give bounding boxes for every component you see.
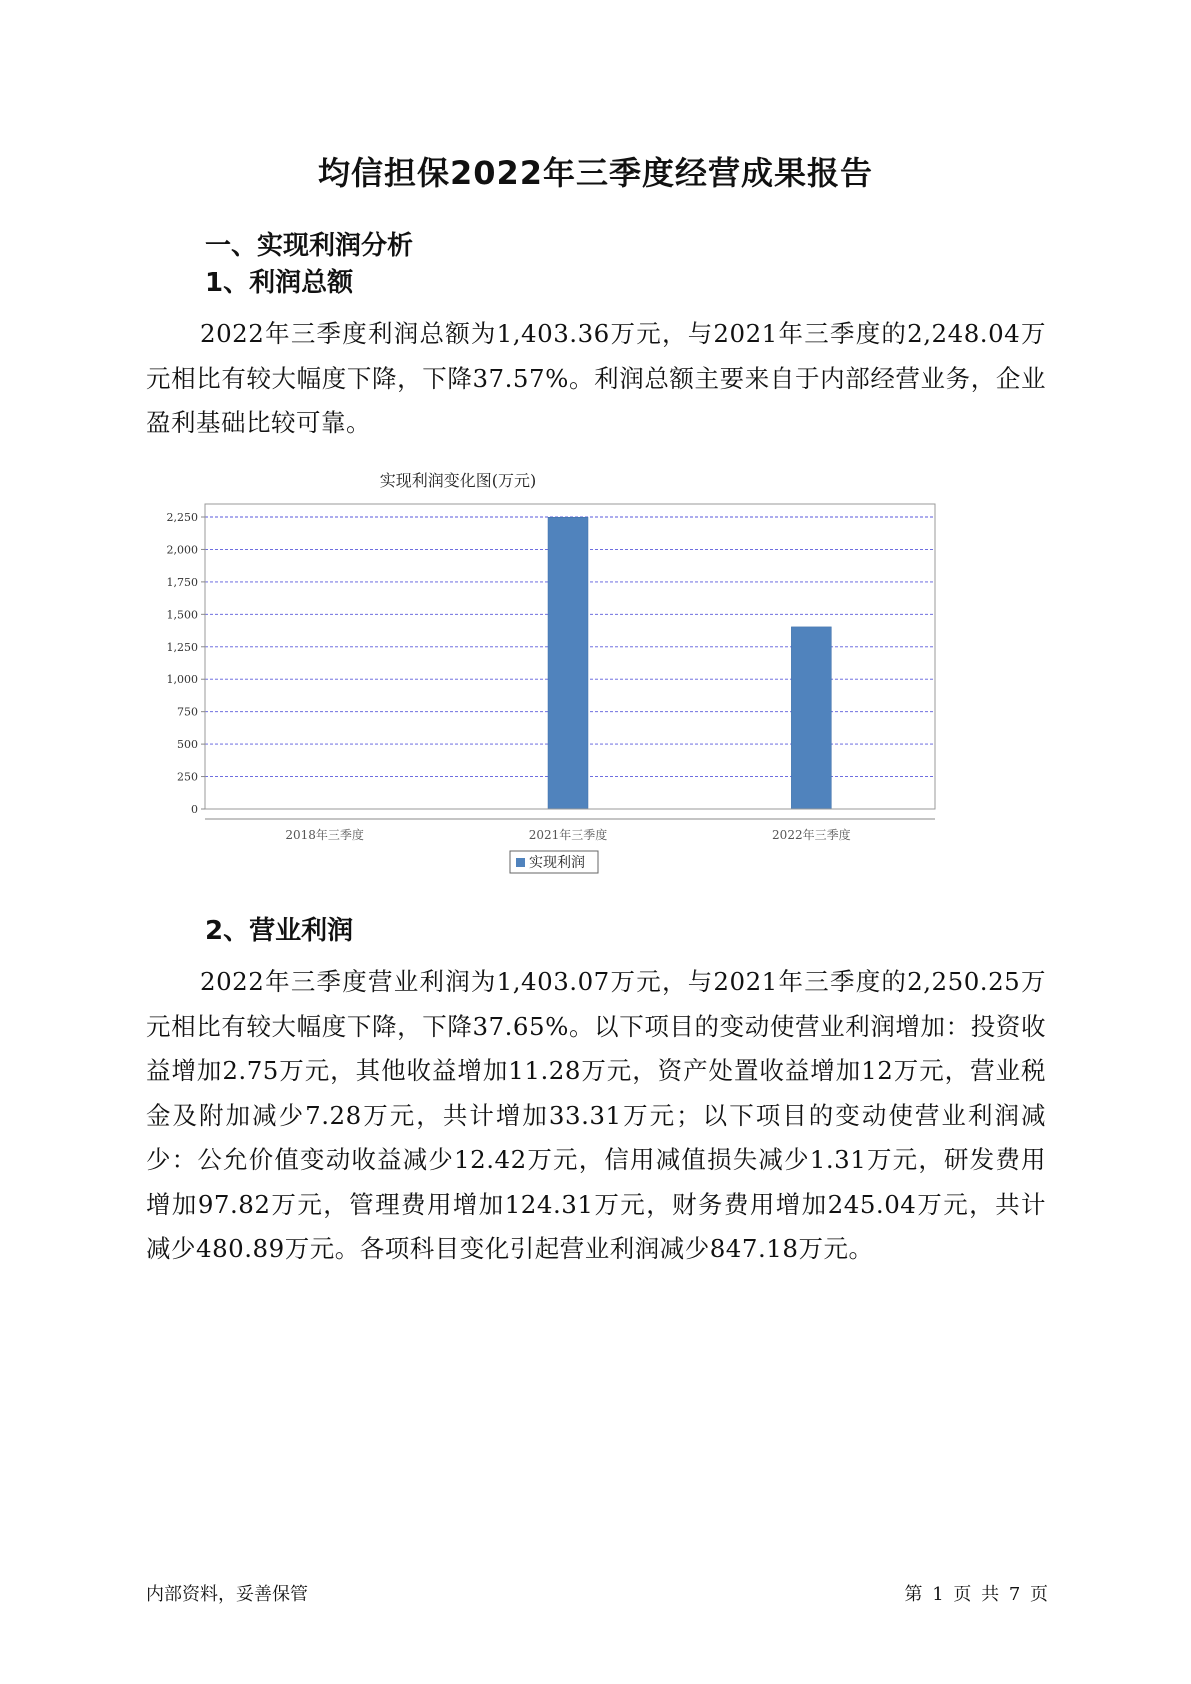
y-tick-label: 500 <box>177 738 198 752</box>
y-tick-label: 2,250 <box>166 511 198 524</box>
x-axis-ticks <box>205 819 935 842</box>
footer-confidential-note: 内部资料，妥善保管 <box>146 1584 308 1605</box>
subsection-heading-operating-profit: 2、营业利润 <box>205 916 354 946</box>
y-tick-label: 0 <box>191 803 198 816</box>
y-tick-label: 1,750 <box>166 575 198 589</box>
page-title: 均信担保2022年三季度经营成果报告 <box>317 154 874 192</box>
section-heading-profit-analysis: 一、实现利润分析 <box>205 231 414 261</box>
legend-swatch <box>516 858 525 867</box>
subsection-heading-total-profit: 1、利润总额 <box>205 268 354 298</box>
y-tick-label: 750 <box>177 705 198 719</box>
bar <box>791 627 831 809</box>
profit-bar-chart <box>160 466 1020 956</box>
y-tick-label: 250 <box>177 770 198 784</box>
x-tick-label: 2018年三季度 <box>285 828 364 842</box>
paragraph-operating-profit: 2022年三季度营业利润为1,403.07万元，与2021年三季度的2,250.25万元相比有较大幅度下降，下降37.65%。以下项目的变动使营业利润增加：投资收益增加2.75万元，其他收益增加11.28万元，资产处置收益增加12万元，营业税金及附加减少7.28万元，共计增加33.31万元；以下项目的变动使营业利润减少：公允价值变动收益减少12.42万元，信用减值损失减少1.31万元，研发费用增加97.82万元，管理费用增加124.31万元，财务费用增加245.04万元，共计减少480.89万元。各项科目变化引起营业利润减少847.18万元。 <box>146 967 1046 1263</box>
x-tick-label: 2021年三季度 <box>528 828 608 842</box>
y-tick-label: 2,000 <box>166 543 198 557</box>
paragraph-total-profit: 2022年三季度利润总额为1,403.36万元，与2021年三季度的2,248.04万元相比有较大幅度下降，下降37.57%。利润总额主要来自于内部经营业务，企业盈利基础比较可靠。 <box>146 319 1046 437</box>
y-tick-label: 1,000 <box>166 673 198 687</box>
bar <box>548 517 588 809</box>
legend-label: 实现利润 <box>529 855 585 871</box>
chart-title: 实现利润变化图(万元) <box>379 471 537 490</box>
y-axis-ticks <box>167 511 206 816</box>
chart-svg <box>160 466 1020 956</box>
chart-bars <box>548 517 831 809</box>
x-tick-label: 2022年三季度 <box>772 828 851 842</box>
footer-page-number: 第 1 页 共 7 页 <box>904 1584 1048 1605</box>
chart-legend <box>510 851 598 873</box>
y-tick-label: 1,500 <box>166 608 198 622</box>
y-tick-label: 1,250 <box>166 640 198 654</box>
